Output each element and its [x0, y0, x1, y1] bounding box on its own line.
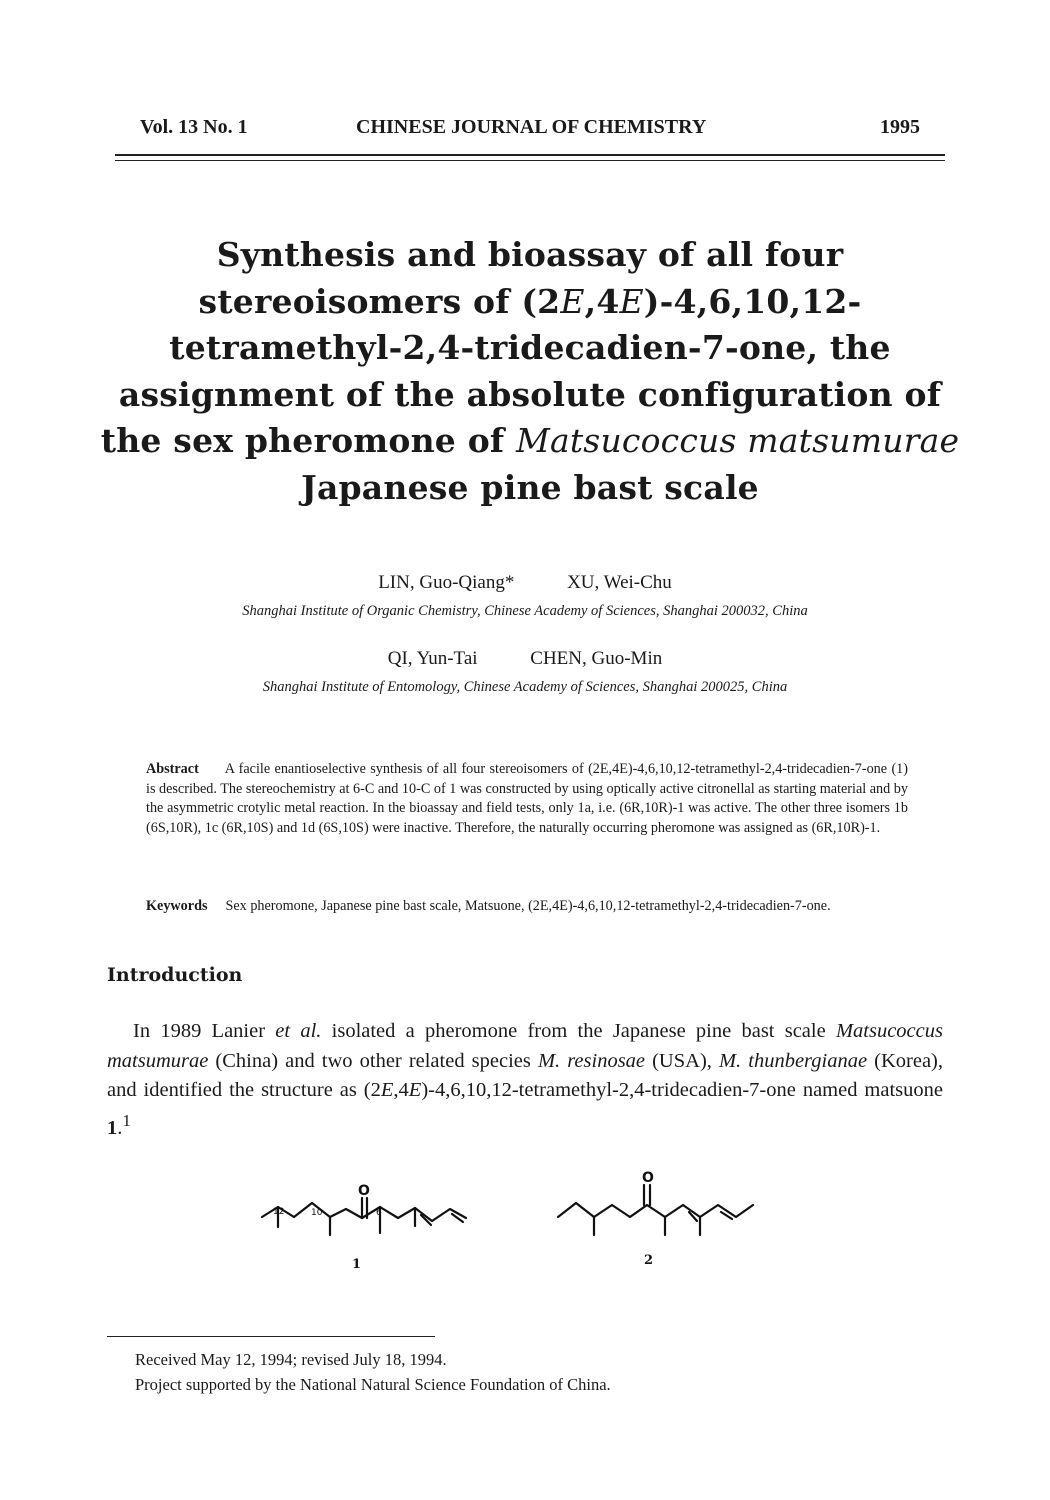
funding-note: Project supported by the National Natural Science Foundation of China.	[135, 1375, 611, 1394]
header-rule-thin	[115, 160, 945, 161]
publication-year: 1995	[880, 116, 920, 138]
structure-1-locant: 12	[273, 1207, 285, 1217]
title-line-3: tetramethyl-2,4-tridecadien-7-one, the	[169, 328, 891, 367]
title-line-1: Synthesis and bioassay of all four	[216, 235, 844, 274]
abstract	[146, 760, 908, 838]
paper-title	[90, 232, 970, 511]
footnote-rule	[107, 1336, 435, 1337]
author-name: CHEN, Guo-Min	[530, 648, 663, 669]
running-header	[140, 116, 920, 148]
keywords-label: Keywords	[146, 898, 208, 914]
section-heading-introduction: Introduction	[107, 964, 243, 986]
author-name: LIN, Guo-Qiang*	[378, 572, 515, 593]
affiliation-1: Shanghai Institute of Organic Chemistry, Chinese Academy of Sciences, Shanghai 200032, China	[242, 603, 808, 619]
author-group-1	[0, 572, 1050, 594]
received-dates: Received May 12, 1994; revised July 18, 1994.	[135, 1350, 447, 1369]
abstract-text: A facile enantioselective synthesis of all four stereoisomers of (2E,4E)-4,6,10,12-tetramethyl-2,4-tridecadien-7-one (1) is described. The stereochemistry at 6-C and 10-C of 1 was constructed by using optically active citronellal as starting material and by the asymmetric crotylic metal reaction. In the bioassay and field tests, only 1a, i.e. (6R,10R)-1 was active. The other three isomers 1b (6S,10R), 1c (6R,10S) and 1d (6S,10S) were inactive. Therefore, the naturally occurring pheromone was assigned as (6R,10R)-1.	[146, 761, 908, 836]
title-line-6: Japanese pine bast scale	[301, 467, 759, 507]
author-name: QI, Yun-Tai	[387, 648, 478, 669]
structure-2-oxygen: O	[642, 1170, 654, 1186]
title-line-5: the sex pheromone of Matsucoccus matsumurae	[100, 421, 960, 460]
species-name: Matsucoccus matsumurae	[515, 421, 960, 460]
chemical-structures	[240, 1165, 780, 1275]
introduction-paragraph: In 1989 Lanier et al. isolated a pheromone from the Japanese pine bast scale Matsucoccus matsumurae (China) and two other related species M. resinosae (USA), M. thunbergianae (Korea), and identified the structure as (2E,4E)-4,6,10,12-tetramethyl-2,4-tridecadien-7-one named matsuone 1.$^1$	[107, 1020, 943, 1139]
title-line-2: stereoisomers of (2E,4E)-4,6,10,12-	[198, 281, 862, 321]
journal-name: CHINESE JOURNAL OF CHEMISTRY	[356, 116, 707, 138]
structure-1-locant: 6	[376, 1208, 382, 1218]
structure-1-locant: 10	[311, 1208, 323, 1218]
header-rule-thick	[115, 154, 945, 156]
structure-1-label: 1	[352, 1257, 362, 1272]
structure-1	[262, 1198, 466, 1235]
structure-2	[558, 1185, 753, 1235]
structure-1-oxygen: O	[358, 1183, 370, 1199]
volume-number: Vol. 13 No. 1	[140, 116, 248, 138]
reference-marker: 1	[122, 1110, 131, 1130]
author-group-2	[0, 648, 1050, 670]
affiliation-2: Shanghai Institute of Entomology, Chinese Academy of Sciences, Shanghai 200025, China	[262, 679, 788, 695]
structure-2-label: 2	[644, 1253, 654, 1268]
keywords-text: Sex pheromone, Japanese pine bast scale, Matsuone, (2E,4E)-4,6,10,12-tetramethyl-2,4-tridecadien-7-one.	[225, 898, 831, 914]
author-name: XU, Wei-Chu	[567, 572, 672, 593]
keywords	[146, 897, 916, 917]
title-line-4: assignment of the absolute configuration of	[118, 374, 942, 414]
abstract-label: Abstract	[146, 761, 199, 777]
